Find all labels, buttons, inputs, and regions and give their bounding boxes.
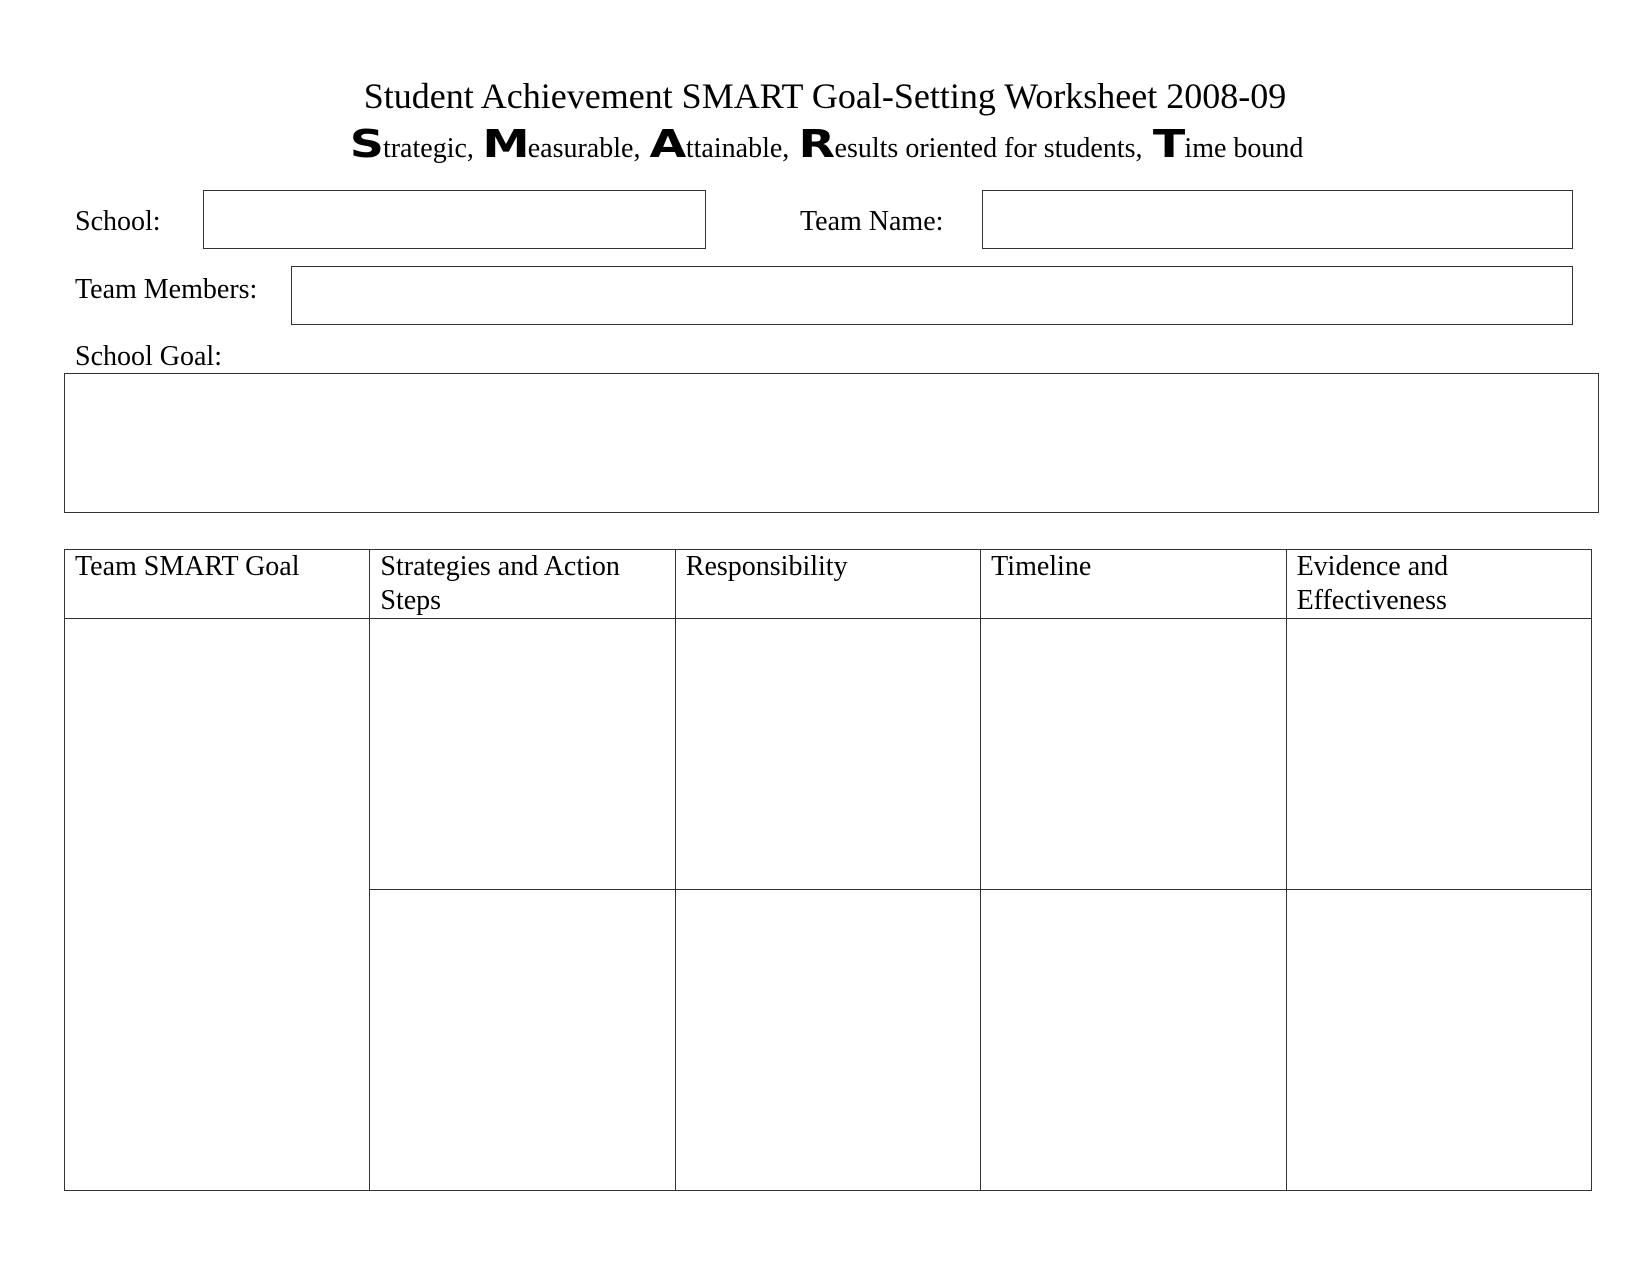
school-goal-label: School Goal: bbox=[75, 341, 222, 372]
smart-letter-s: S bbox=[349, 122, 383, 166]
school-goal-field[interactable] bbox=[64, 373, 1599, 513]
smart-acronym bbox=[0, 124, 1650, 169]
timeline-cell-2[interactable] bbox=[981, 890, 1286, 1191]
worksheet-title: Student Achievement SMART Goal-Setting Worksheet 2008-09 bbox=[363, 76, 1287, 116]
table-row bbox=[65, 619, 1592, 890]
column-header-timeline: Timeline bbox=[981, 550, 1286, 619]
timeline-cell-1[interactable] bbox=[981, 619, 1286, 890]
table-header-row bbox=[65, 550, 1592, 619]
action-plan-table bbox=[64, 549, 1592, 1191]
column-header-evidence: Evidence and Effectiveness bbox=[1286, 550, 1591, 619]
strategies-cell-1[interactable] bbox=[370, 619, 675, 890]
column-header-strategies: Strategies and Action Steps bbox=[370, 550, 675, 619]
strategies-cell-2[interactable] bbox=[370, 890, 675, 1191]
smart-word-strategic: trategic, bbox=[382, 133, 474, 164]
team-name-field[interactable] bbox=[982, 190, 1573, 249]
smart-word-time: ime bound bbox=[1184, 133, 1304, 164]
smart-letter-m: M bbox=[482, 122, 529, 166]
responsibility-cell-2[interactable] bbox=[675, 890, 980, 1191]
smart-letter-r: R bbox=[798, 122, 835, 166]
team-members-field[interactable] bbox=[291, 266, 1573, 325]
team-members-label: Team Members: bbox=[75, 274, 258, 305]
smart-letter-a: A bbox=[649, 122, 686, 166]
school-label: School: bbox=[75, 206, 161, 237]
smart-word-measurable: easurable, bbox=[527, 133, 641, 164]
team-smart-goal-cell[interactable] bbox=[65, 619, 370, 1191]
school-field[interactable] bbox=[203, 190, 706, 249]
smart-word-attainable: ttainable, bbox=[685, 133, 790, 164]
smart-word-results: esults oriented for students, bbox=[834, 133, 1143, 164]
evidence-cell-1[interactable] bbox=[1286, 619, 1591, 890]
team-name-label: Team Name: bbox=[800, 206, 944, 237]
evidence-cell-2[interactable] bbox=[1286, 890, 1591, 1191]
column-header-team-smart-goal: Team SMART Goal bbox=[65, 550, 370, 619]
column-header-responsibility: Responsibility bbox=[675, 550, 980, 619]
responsibility-cell-1[interactable] bbox=[675, 619, 980, 890]
smart-letter-t: T bbox=[1152, 122, 1184, 166]
